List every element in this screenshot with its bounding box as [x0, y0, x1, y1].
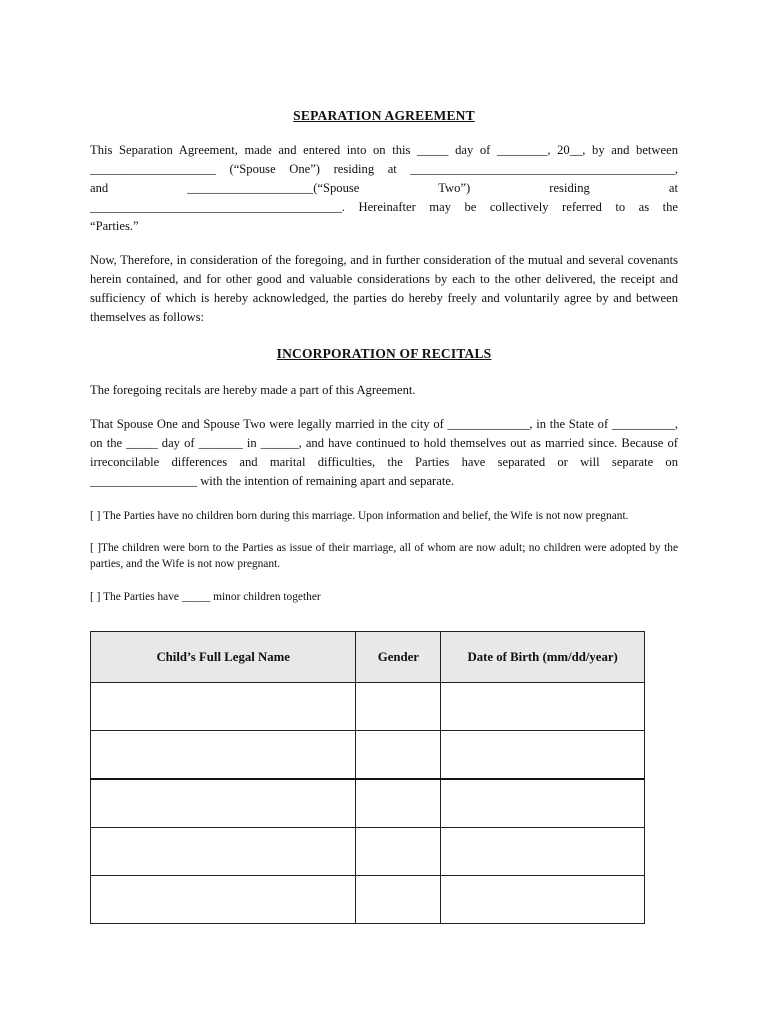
intro-line-3: and ____________________(“Spouse Two”) residing at — [90, 181, 678, 195]
table-row — [91, 683, 645, 731]
child-gender-cell[interactable] — [356, 779, 441, 828]
child-dob-cell[interactable] — [441, 779, 645, 828]
consideration-paragraph: Now, Therefore, in consideration of the foregoing, and in further consideration of the mutual and several covenants herein contained, and for other good and valuable considerations by each to the other delivered, the receipt and sufficiency of which is hereby acknowledged, the parties do hereby freely and voluntarily agree by and between themselves as follows: — [90, 253, 678, 324]
document-body — [90, 0, 678, 605]
child-gender-cell[interactable] — [356, 731, 441, 780]
table-row — [91, 828, 645, 876]
header-child-name: Child’s Full Legal Name — [91, 632, 356, 683]
child-dob-cell[interactable] — [441, 731, 645, 780]
table-row — [91, 779, 645, 828]
child-name-cell[interactable] — [91, 731, 356, 780]
children-table — [90, 631, 645, 924]
header-date-of-birth: Date of Birth (mm/dd/year) — [441, 632, 645, 683]
children-option-none: [ ] The Parties have no children born during this marriage. Upon information and belief, the Wife is not now pregnant. — [90, 510, 629, 522]
child-name-cell[interactable] — [91, 683, 356, 731]
child-name-cell[interactable] — [91, 828, 356, 876]
children-table-header — [91, 632, 645, 683]
header-gender: Gender — [356, 632, 441, 683]
intro-paragraph — [90, 141, 678, 236]
table-row — [91, 876, 645, 924]
child-name-cell[interactable] — [91, 779, 356, 828]
table-row — [91, 731, 645, 780]
recitals-heading: INCORPORATION OF RECITALS — [276, 346, 492, 361]
intro-line-4: ________________________________________. Hereinafter may be collectively referred to as the — [90, 200, 678, 214]
intro-line-2: ____________________ (“Spouse One”) residing at __________________________________________, — [90, 162, 678, 176]
children-option-minor: [ ] The Parties have _____ minor children together — [90, 591, 321, 603]
child-gender-cell[interactable] — [356, 683, 441, 731]
document-title: SEPARATION AGREEMENT — [293, 108, 475, 123]
marriage-paragraph: That Spouse One and Spouse Two were legally married in the city of _____________, in the State of __________, on the _____ day of _______ in ______, and have continued to hold themselves out as married since. Because of irreconcilable differences and marital difficulties, the Parties have separated or will separate on _________________ with the intention of remaining apart and separate. — [90, 417, 678, 488]
child-dob-cell[interactable] — [441, 876, 645, 924]
intro-line-5: “Parties.” — [90, 219, 139, 233]
intro-line-1: This Separation Agreement, made and entered into on this _____ day of ________, 20__, by and between — [90, 143, 678, 157]
child-gender-cell[interactable] — [356, 828, 441, 876]
children-option-adult: [ ]The children were born to the Parties as issue of their marriage, all of whom are now adult; no children were adopted by the parties, and the Wife is not now pregnant. — [90, 542, 678, 570]
child-dob-cell[interactable] — [441, 828, 645, 876]
child-dob-cell[interactable] — [441, 683, 645, 731]
child-gender-cell[interactable] — [356, 876, 441, 924]
recitals-paragraph: The foregoing recitals are hereby made a part of this Agreement. — [90, 383, 416, 397]
child-name-cell[interactable] — [91, 876, 356, 924]
